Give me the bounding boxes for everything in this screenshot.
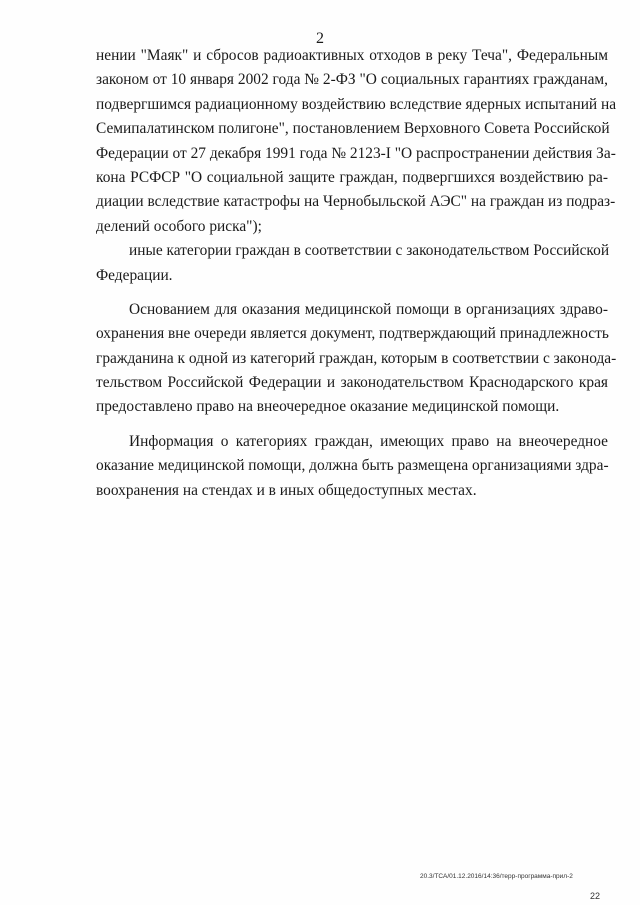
text-line: диации вследствие катастрофы на Чернобыльской АЭС" на граждан из подраз-	[96, 193, 616, 211]
text-line: Основанием для оказания медицинской помощи в организациях здраво-	[129, 300, 608, 318]
footer-page-ref: 22	[590, 891, 601, 899]
text-line: тельством Российской Федерации и законодательством Краснодарского края	[96, 374, 608, 392]
text-line: Семипалатинском полигоне", постановлением Верховного Совета Российской	[96, 120, 610, 138]
document-body	[96, 44, 617, 503]
page-number: 2	[316, 30, 324, 47]
paragraph-continuation	[96, 44, 617, 239]
paragraph-information	[96, 430, 608, 503]
text-line: предоставлено право на внеочередное оказание медицинской помощи.	[96, 398, 560, 416]
text-line: воохранения на стендах и в иных общедоступных местах.	[96, 481, 477, 499]
text-line: кона РСФСР "О социальной защите граждан, подвергшихся воздействию ра-	[96, 168, 608, 186]
text-line: нении "Маяк" и сбросов радиоактивных отходов в реку Теча", Федеральным	[96, 47, 608, 64]
footer-stamp: 20.3/ТСА/01.12.2016/14:36/терр-программа-прил-2	[420, 873, 573, 880]
text-line: оказание медицинской помощи, должна быть размещена организациями здра-	[96, 457, 609, 475]
text-line: Федерации от 27 декабря 1991 года № 2123-I "О распространении действия За-	[96, 144, 616, 162]
text-line: Федерации.	[96, 266, 173, 284]
text-line: охранения вне очереди является документ, подтверждающий принадлежность	[96, 325, 609, 343]
text-line: подвергшимся радиационному воздействию вследствие ядерных испытаний на	[96, 95, 617, 113]
paragraph-other-categories	[96, 239, 608, 288]
paragraph-basis	[96, 298, 617, 420]
text-line: гражданина к одной из категорий граждан, которым в соответствии с законода-	[96, 349, 617, 367]
text-line: иные категории граждан в соответствии с законодательством Российской	[129, 242, 610, 260]
text-line: делений особого риска");	[96, 217, 262, 235]
text-line: законом от 10 января 2002 года № 2-ФЗ "О социальных гарантиях гражданам,	[96, 71, 608, 89]
text-line: Информация о категориях граждан, имеющих право на внеочередное	[129, 432, 608, 450]
